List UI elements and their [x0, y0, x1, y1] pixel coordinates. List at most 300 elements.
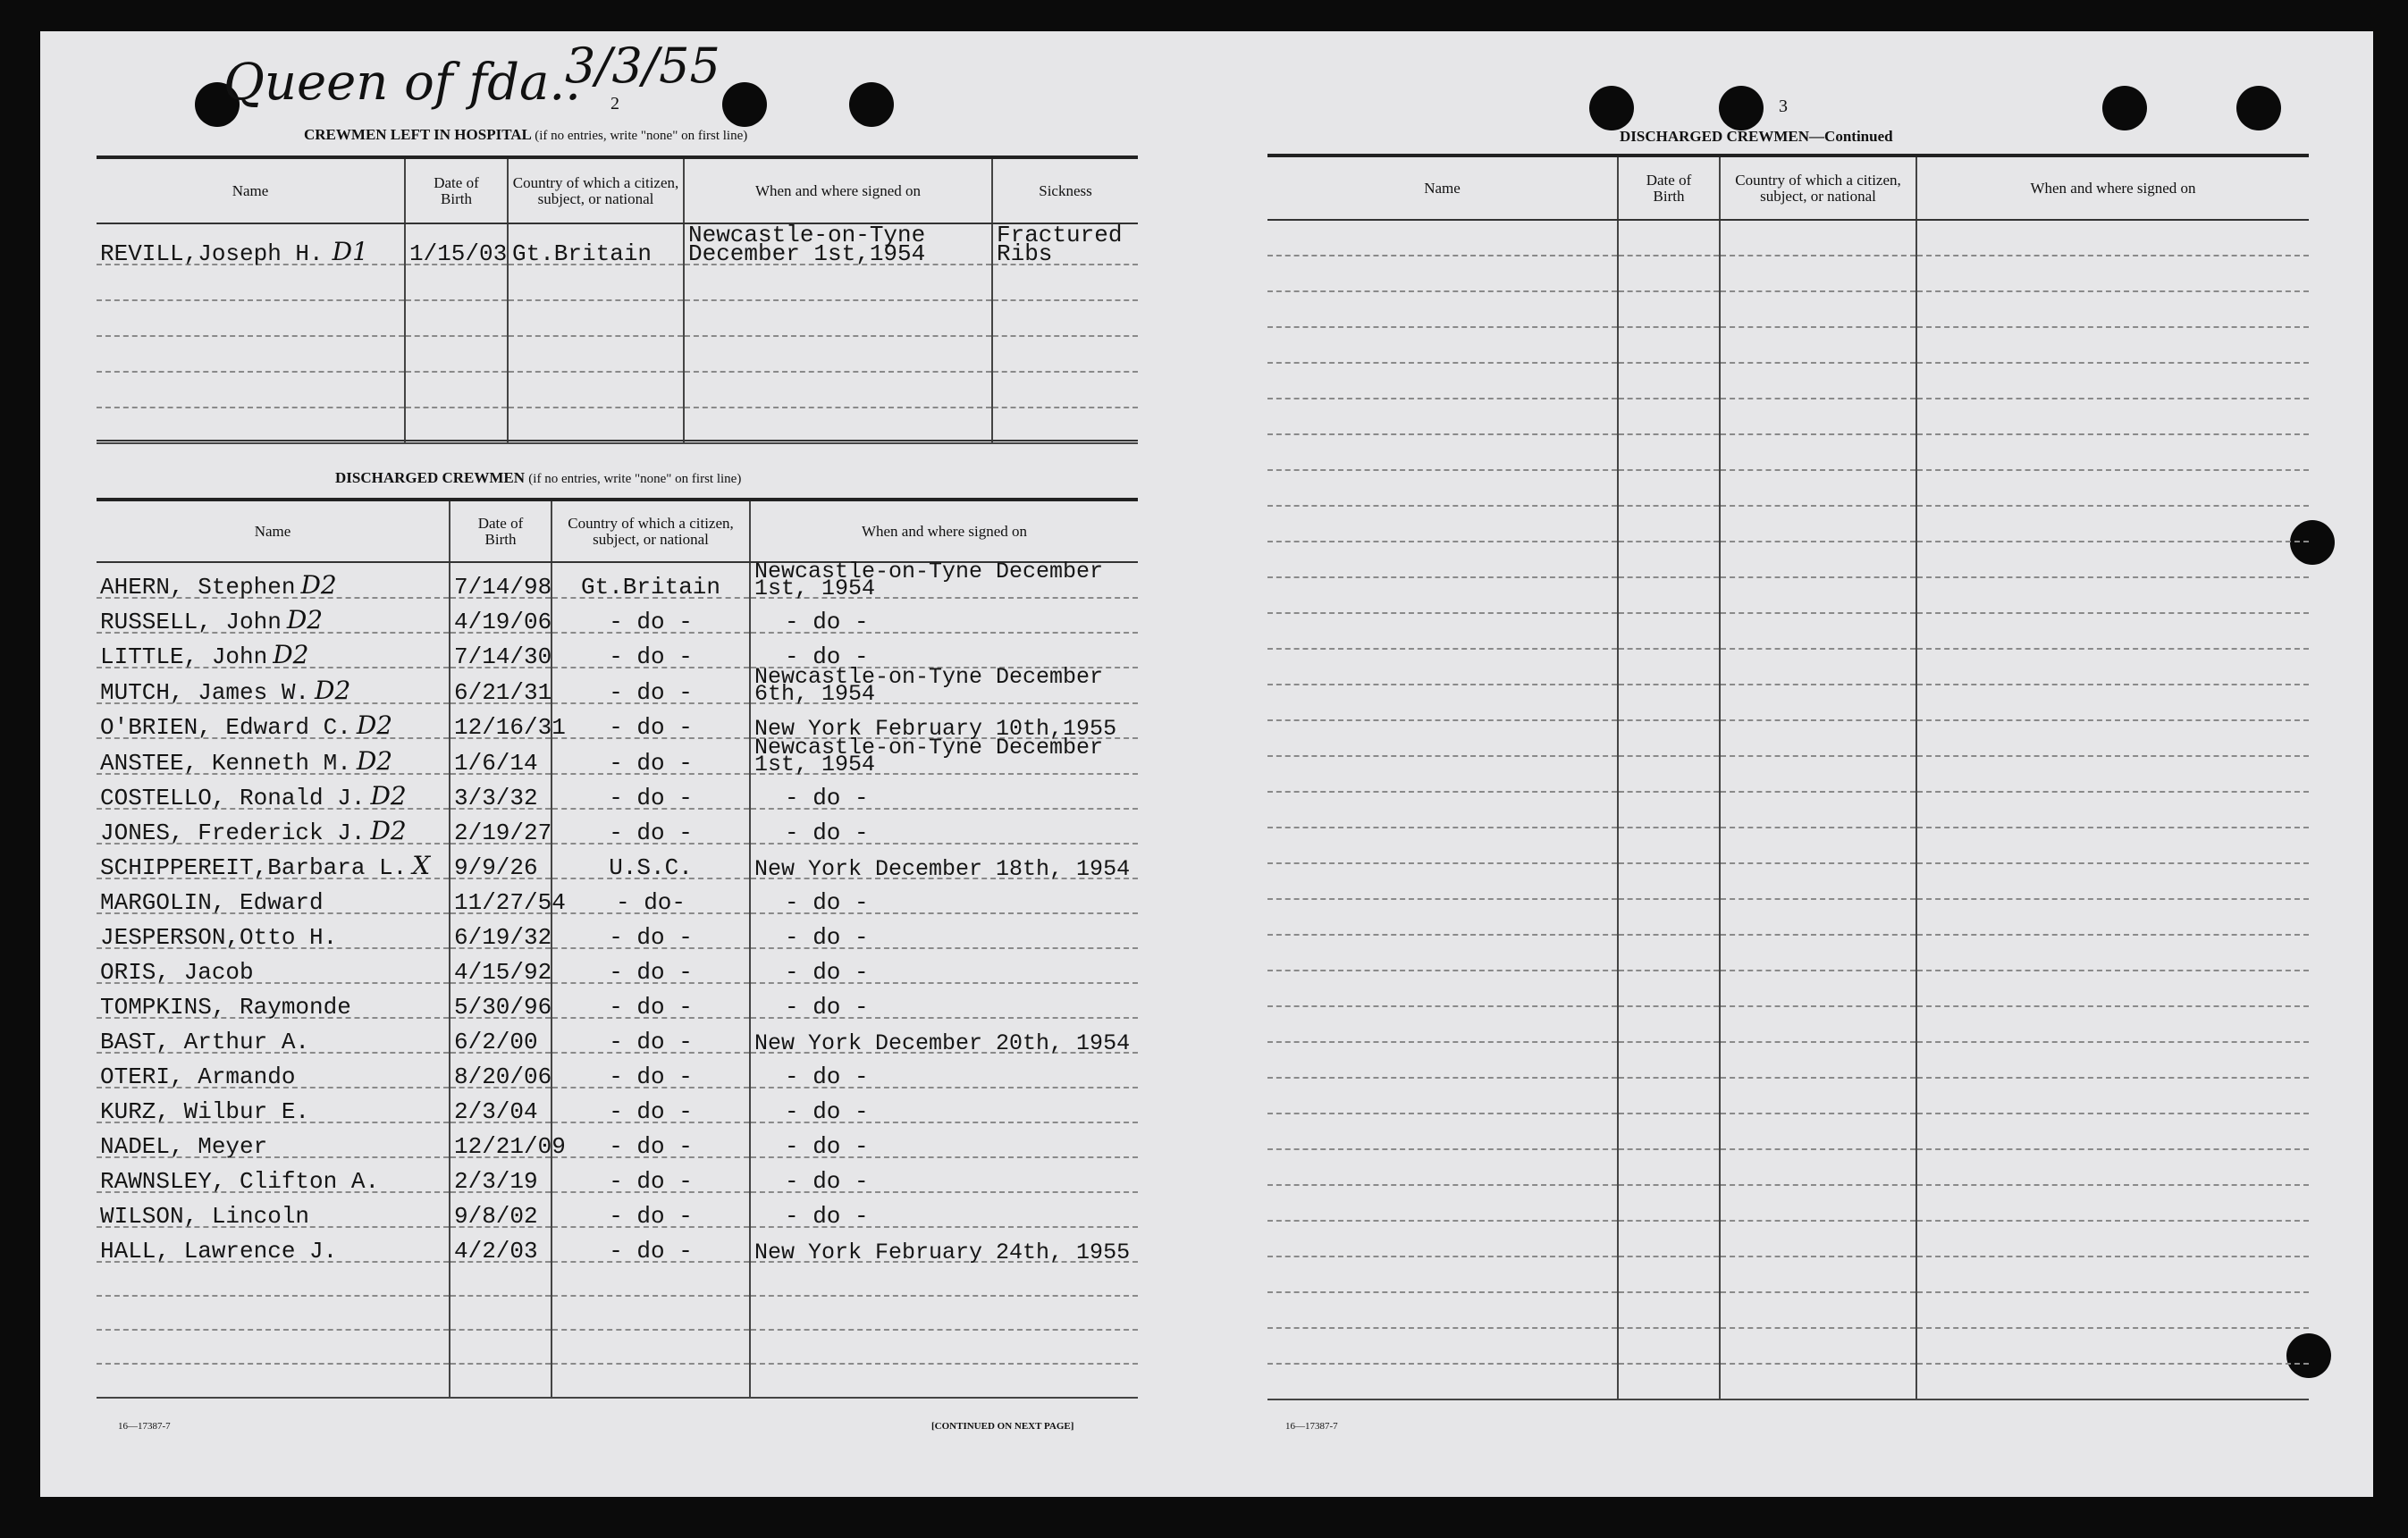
blank-cell: [1916, 935, 2309, 971]
blank-cell: [1618, 935, 1720, 971]
blank-cell: [97, 372, 405, 408]
blank-cell: [1720, 291, 1916, 327]
country-cell: - do -: [551, 1157, 750, 1192]
blank-cell: [1916, 1364, 2309, 1399]
handwritten-mark: D2: [315, 676, 351, 705]
signed-on-cell: Newcastle-on-Tyne December 6th, 1954: [750, 668, 1138, 703]
crew-name: TOMPKINS, Raymonde: [100, 994, 351, 1021]
blank-row: [1267, 792, 2309, 828]
blank-cell: [1267, 1078, 1618, 1114]
blank-cell: [1720, 828, 1916, 863]
table-row: [97, 1157, 1138, 1192]
blank-cell: [1618, 577, 1720, 613]
signed-on-cell: Newcastle-on-Tyne December 1st, 1954: [750, 562, 1138, 598]
discharged-section-title: [335, 469, 741, 487]
dob-cell: 11/27/54: [450, 878, 551, 913]
blank-cell: [551, 1262, 750, 1296]
country-cell: - do -: [551, 738, 750, 774]
binding-hole: [2236, 86, 2281, 130]
hospital-col-country: Country of which a citizen, subject, or national: [508, 159, 684, 223]
blank-cell: [1720, 971, 1916, 1006]
dob-cell: 1/15/03: [405, 223, 508, 265]
blank-cell: [1720, 792, 1916, 828]
blank-cell: [1720, 1185, 1916, 1221]
blank-cell: [1618, 506, 1720, 542]
blank-cell: [1618, 828, 1720, 863]
continued-title-text: DISCHARGED CREWMEN: [1620, 128, 1810, 145]
table-row: [97, 983, 1138, 1018]
blank-cell: [1267, 935, 1618, 971]
crew-name-cell: [97, 844, 450, 881]
country-cell: - do -: [551, 1227, 750, 1262]
blank-row: [1267, 506, 2309, 542]
blank-cell: [1267, 1006, 1618, 1042]
blank-cell: [1267, 470, 1618, 506]
blank-row: [97, 408, 1138, 443]
continued-section-title: [1620, 128, 1893, 146]
blank-cell: [1720, 685, 1916, 720]
blank-cell: [1618, 1328, 1720, 1364]
country-cell: - do -: [551, 633, 750, 668]
table-row: [97, 878, 1138, 913]
blank-row: [1267, 220, 2309, 256]
crew-name: SCHIPPEREIT,Barbara L.: [100, 854, 408, 881]
signed-on-cell: - do -: [750, 809, 1138, 844]
dob-cell: 2/3/19: [450, 1157, 551, 1192]
blank-row: [1267, 256, 2309, 291]
handwritten-date: 3/3/55: [565, 38, 720, 94]
country-cell: Gt.Britain: [551, 562, 750, 598]
dob-cell: 7/14/30: [450, 633, 551, 668]
discharged-col-signed: When and where signed on: [750, 501, 1138, 562]
blank-cell: [1720, 863, 1916, 899]
blank-cell: [1720, 756, 1916, 792]
blank-cell: [1618, 649, 1720, 685]
country-cell: - do -: [551, 703, 750, 738]
blank-cell: [97, 336, 405, 372]
blank-cell: [508, 265, 684, 300]
blank-cell: [1916, 1328, 2309, 1364]
crew-name-cell: [97, 913, 450, 951]
blank-cell: [1267, 1221, 1618, 1256]
blank-row: [1267, 291, 2309, 327]
dob-cell: 9/8/02: [450, 1192, 551, 1227]
continued-title-suffix: —Continued: [1809, 128, 1893, 145]
blank-cell: [450, 1364, 551, 1398]
blank-row: [97, 336, 1138, 372]
crew-name-cell: [97, 948, 450, 986]
hospital-table: [97, 159, 1138, 444]
signed-on-cell: - do -: [750, 1053, 1138, 1088]
blank-cell: [750, 1262, 1138, 1296]
blank-cell: [1720, 1149, 1916, 1185]
blank-row: [1267, 935, 2309, 971]
blank-cell: [1720, 1221, 1916, 1256]
blank-cell: [1267, 434, 1618, 470]
signed-on-cell: - do -: [750, 1192, 1138, 1227]
signed-on-cell: New York February 24th, 1955: [750, 1227, 1138, 1262]
crew-name: JESPERSON,Otto H.: [100, 924, 338, 951]
dob-cell: 4/15/92: [450, 948, 551, 983]
blank-cell: [1720, 613, 1916, 649]
signed-on-cell: Newcastle-on-Tyne December 1st,1954: [684, 223, 992, 265]
dob-cell: 12/21/09: [450, 1122, 551, 1157]
blank-cell: [1916, 1256, 2309, 1292]
blank-cell: [450, 1330, 551, 1364]
blank-cell: [1916, 470, 2309, 506]
crew-name-cell: [97, 703, 450, 741]
blank-cell: [1618, 399, 1720, 434]
table-row: [97, 633, 1138, 668]
blank-cell: [508, 336, 684, 372]
hospital-instruction: (if no entries, write "none" on first line): [535, 129, 748, 143]
blank-cell: [97, 408, 405, 443]
blank-cell: [1720, 649, 1916, 685]
blank-cell: [405, 265, 508, 300]
blank-row: [1267, 649, 2309, 685]
blank-row: [1267, 1042, 2309, 1078]
handwritten-mark: D2: [356, 710, 393, 740]
country-cell: - do -: [551, 598, 750, 633]
signed-on-cell: - do -: [750, 948, 1138, 983]
binding-hole: [1719, 86, 1764, 130]
blank-row: [1267, 434, 2309, 470]
binding-hole: [849, 82, 894, 127]
table-row: [97, 1122, 1138, 1157]
crew-name: ORIS, Jacob: [100, 959, 254, 986]
binding-hole: [2102, 86, 2147, 130]
blank-row: [97, 1364, 1138, 1398]
dob-cell: 9/9/26: [450, 844, 551, 878]
blank-cell: [1916, 399, 2309, 434]
handwritten-mark: D2: [286, 605, 324, 635]
dob-cell: 6/21/31: [450, 668, 551, 703]
handwritten-mark: D2: [370, 781, 407, 811]
blank-row: [97, 1262, 1138, 1296]
discharged-title-text: DISCHARGED CREWMEN: [335, 469, 526, 486]
blank-row: [1267, 971, 2309, 1006]
crew-name-cell: [97, 1122, 450, 1160]
dob-cell: 2/3/04: [450, 1088, 551, 1122]
blank-cell: [684, 300, 992, 336]
right-form-number: 16—17387-7: [1285, 1421, 1338, 1432]
blank-cell: [1916, 327, 2309, 363]
crew-name-cell: [97, 668, 450, 706]
crew-name: WILSON, Lincoln: [100, 1203, 310, 1230]
blank-cell: [405, 300, 508, 336]
blank-cell: [1618, 470, 1720, 506]
crew-name-cell: [97, 738, 450, 777]
blank-cell: [1267, 649, 1618, 685]
blank-cell: [1916, 506, 2309, 542]
table-row: [97, 1227, 1138, 1262]
crew-name-cell: [97, 1192, 450, 1230]
blank-cell: [1618, 613, 1720, 649]
blank-row: [97, 372, 1138, 408]
blank-cell: [1916, 720, 2309, 756]
blank-cell: [1618, 792, 1720, 828]
country-cell: U.S.C.: [551, 844, 750, 878]
table-row: [97, 1088, 1138, 1122]
blank-cell: [1720, 1256, 1916, 1292]
country-cell: - do -: [551, 809, 750, 844]
blank-cell: [1267, 792, 1618, 828]
signed-on-cell: New York December 18th, 1954: [750, 844, 1138, 878]
blank-cell: [750, 1330, 1138, 1364]
blank-cell: [1916, 649, 2309, 685]
blank-cell: [1618, 1221, 1720, 1256]
blank-cell: [1267, 291, 1618, 327]
table-row: [97, 738, 1138, 774]
blank-cell: [1916, 434, 2309, 470]
continued-col-dob: Date of Birth: [1618, 157, 1720, 220]
discharged-instruction: (if no entries, write "none" on first line): [528, 472, 742, 486]
country-cell: - do-: [551, 878, 750, 913]
country-cell: - do -: [551, 1088, 750, 1122]
blank-cell: [97, 1330, 450, 1364]
blank-cell: [1618, 291, 1720, 327]
signed-on-cell: New York February 10th,1955: [750, 703, 1138, 738]
blank-cell: [992, 300, 1138, 336]
sickness-cell: Fractured Ribs: [992, 223, 1138, 265]
blank-cell: [1720, 1114, 1916, 1149]
crew-name: MARGOLIN, Edward: [100, 889, 324, 916]
blank-cell: [1720, 542, 1916, 577]
crew-name: RAWNSLEY, Clifton A.: [100, 1168, 380, 1195]
table-row: [97, 703, 1138, 738]
table-row: [97, 1053, 1138, 1088]
blank-cell: [1916, 220, 2309, 256]
crew-name: MUTCH, James W.: [100, 679, 310, 706]
hospital-col-sickness: Sickness: [992, 159, 1138, 223]
handwritten-mark: X: [412, 851, 431, 880]
country-cell: - do -: [551, 1018, 750, 1053]
table-row: [97, 223, 1138, 265]
hospital-col-name: Name: [97, 159, 405, 223]
dob-cell: 4/2/03: [450, 1227, 551, 1262]
blank-cell: [1618, 1149, 1720, 1185]
signed-on-cell: - do -: [750, 774, 1138, 809]
crew-name-cell: [97, 223, 405, 265]
blank-cell: [1267, 1185, 1618, 1221]
blank-cell: [1916, 256, 2309, 291]
crew-name: NADEL, Meyer: [100, 1133, 268, 1160]
blank-row: [1267, 542, 2309, 577]
blank-cell: [1916, 1042, 2309, 1078]
blank-cell: [1267, 899, 1618, 935]
blank-row: [1267, 577, 2309, 613]
crew-name-cell: [97, 1227, 450, 1265]
blank-cell: [1267, 399, 1618, 434]
left-page-number: 2: [610, 94, 619, 113]
crew-name: KURZ, Wilbur E.: [100, 1098, 310, 1125]
blank-cell: [1618, 1006, 1720, 1042]
blank-cell: [97, 1262, 450, 1296]
blank-cell: [1916, 291, 2309, 327]
blank-cell: [1618, 1292, 1720, 1328]
hospital-col-dob: Date of Birth: [405, 159, 508, 223]
blank-cell: [1720, 220, 1916, 256]
blank-cell: [97, 300, 405, 336]
blank-cell: [1267, 756, 1618, 792]
blank-cell: [1916, 1292, 2309, 1328]
crew-name-cell: [97, 809, 450, 844]
hospital-section-title: [304, 126, 747, 144]
blank-cell: [1267, 1042, 1618, 1078]
blank-row: [1267, 1292, 2309, 1328]
country-cell: - do -: [551, 1192, 750, 1227]
blank-row: [1267, 327, 2309, 363]
blank-cell: [551, 1364, 750, 1398]
blank-cell: [1720, 1328, 1916, 1364]
blank-row: [97, 265, 1138, 300]
crew-name: REVILL,Joseph H.: [100, 240, 324, 267]
blank-cell: [992, 336, 1138, 372]
right-page-number: 3: [1779, 97, 1788, 116]
crew-name: HALL, Lawrence J.: [100, 1238, 338, 1265]
crew-name: AHERN, Stephen: [100, 574, 296, 601]
binding-hole: [722, 82, 767, 127]
blank-cell: [1720, 935, 1916, 971]
signed-on-cell: - do -: [750, 878, 1138, 913]
blank-cell: [1916, 1221, 2309, 1256]
hospital-col-signed: When and where signed on: [684, 159, 992, 223]
blank-cell: [1618, 1256, 1720, 1292]
blank-cell: [1267, 220, 1618, 256]
blank-cell: [1916, 971, 2309, 1006]
blank-cell: [551, 1330, 750, 1364]
blank-cell: [1267, 1114, 1618, 1149]
blank-cell: [1267, 363, 1618, 399]
dob-cell: 5/30/96: [450, 983, 551, 1018]
blank-cell: [992, 408, 1138, 443]
binding-hole: [1589, 86, 1634, 130]
blank-row: [1267, 1114, 2309, 1149]
discharged-col-name: Name: [97, 501, 450, 562]
blank-row: [1267, 1364, 2309, 1399]
blank-cell: [1267, 971, 1618, 1006]
country-cell: - do -: [551, 1122, 750, 1157]
blank-cell: [1720, 1078, 1916, 1114]
blank-row: [1267, 1078, 2309, 1114]
blank-cell: [1618, 1078, 1720, 1114]
blank-cell: [1916, 542, 2309, 577]
blank-cell: [1720, 1042, 1916, 1078]
blank-cell: [1720, 1292, 1916, 1328]
blank-cell: [450, 1296, 551, 1330]
blank-cell: [1618, 756, 1720, 792]
blank-row: [1267, 1328, 2309, 1364]
blank-cell: [1618, 863, 1720, 899]
blank-row: [1267, 613, 2309, 649]
blank-cell: [1618, 327, 1720, 363]
left-form-number: 16—17387-7: [118, 1421, 171, 1432]
blank-cell: [551, 1296, 750, 1330]
blank-cell: [684, 408, 992, 443]
blank-row: [1267, 1006, 2309, 1042]
crew-name: JONES, Frederick J.: [100, 819, 366, 846]
dob-cell: 7/14/98: [450, 562, 551, 598]
blank-cell: [405, 408, 508, 443]
blank-cell: [1267, 506, 1618, 542]
hospital-bottom-rule: [97, 440, 1138, 441]
handwritten-mark: D2: [300, 570, 337, 600]
blank-cell: [1618, 1042, 1720, 1078]
blank-cell: [750, 1296, 1138, 1330]
blank-cell: [1618, 971, 1720, 1006]
continued-col-signed: When and where signed on: [1916, 157, 2309, 220]
table-row: [97, 598, 1138, 633]
blank-row: [1267, 863, 2309, 899]
signed-on-cell: - do -: [750, 913, 1138, 948]
blank-cell: [1618, 685, 1720, 720]
table-row: [97, 668, 1138, 703]
blank-cell: [1720, 720, 1916, 756]
blank-cell: [1720, 506, 1916, 542]
blank-cell: [1720, 470, 1916, 506]
discharged-table: [97, 501, 1138, 1399]
dob-cell: 6/2/00: [450, 1018, 551, 1053]
blank-cell: [508, 372, 684, 408]
blank-row: [1267, 828, 2309, 863]
blank-row: [1267, 1256, 2309, 1292]
country-cell: - do -: [551, 668, 750, 703]
blank-row: [1267, 470, 2309, 506]
discharged-col-country: Country of which a citizen, subject, or national: [551, 501, 750, 562]
blank-cell: [1618, 363, 1720, 399]
table-row: [97, 844, 1138, 878]
signed-on-cell: - do -: [750, 1088, 1138, 1122]
blank-cell: [684, 372, 992, 408]
table-row: [97, 774, 1138, 809]
blank-cell: [1720, 577, 1916, 613]
blank-cell: [1618, 434, 1720, 470]
blank-cell: [1618, 1185, 1720, 1221]
blank-row: [1267, 399, 2309, 434]
blank-row: [1267, 1185, 2309, 1221]
blank-cell: [1267, 613, 1618, 649]
crew-name-cell: [97, 983, 450, 1021]
blank-cell: [992, 265, 1138, 300]
crew-name-cell: [97, 633, 450, 668]
blank-row: [97, 1296, 1138, 1330]
crew-name-cell: [97, 774, 450, 809]
blank-row: [97, 300, 1138, 336]
country-cell: - do -: [551, 948, 750, 983]
blank-row: [1267, 1221, 2309, 1256]
dob-cell: 2/19/27: [450, 809, 551, 844]
blank-cell: [1267, 1364, 1618, 1399]
dob-cell: 12/16/31: [450, 703, 551, 738]
crew-name: O'BRIEN, Edward C.: [100, 714, 351, 741]
blank-cell: [97, 1364, 450, 1398]
blank-cell: [508, 408, 684, 443]
country-cell: - do -: [551, 913, 750, 948]
blank-cell: [1720, 399, 1916, 434]
crew-name-cell: [97, 1018, 450, 1053]
blank-cell: [405, 336, 508, 372]
signed-on-cell: - do -: [750, 598, 1138, 633]
blank-cell: [450, 1262, 551, 1296]
continued-note: [CONTINUED ON NEXT PAGE]: [931, 1421, 1074, 1432]
blank-cell: [1267, 542, 1618, 577]
blank-cell: [1916, 863, 2309, 899]
blank-row: [1267, 756, 2309, 792]
handwritten-ship-name: Queen of fda..: [223, 54, 581, 112]
table-row: [97, 809, 1138, 844]
signed-on-cell: - do -: [750, 1122, 1138, 1157]
blank-cell: [1267, 1292, 1618, 1328]
